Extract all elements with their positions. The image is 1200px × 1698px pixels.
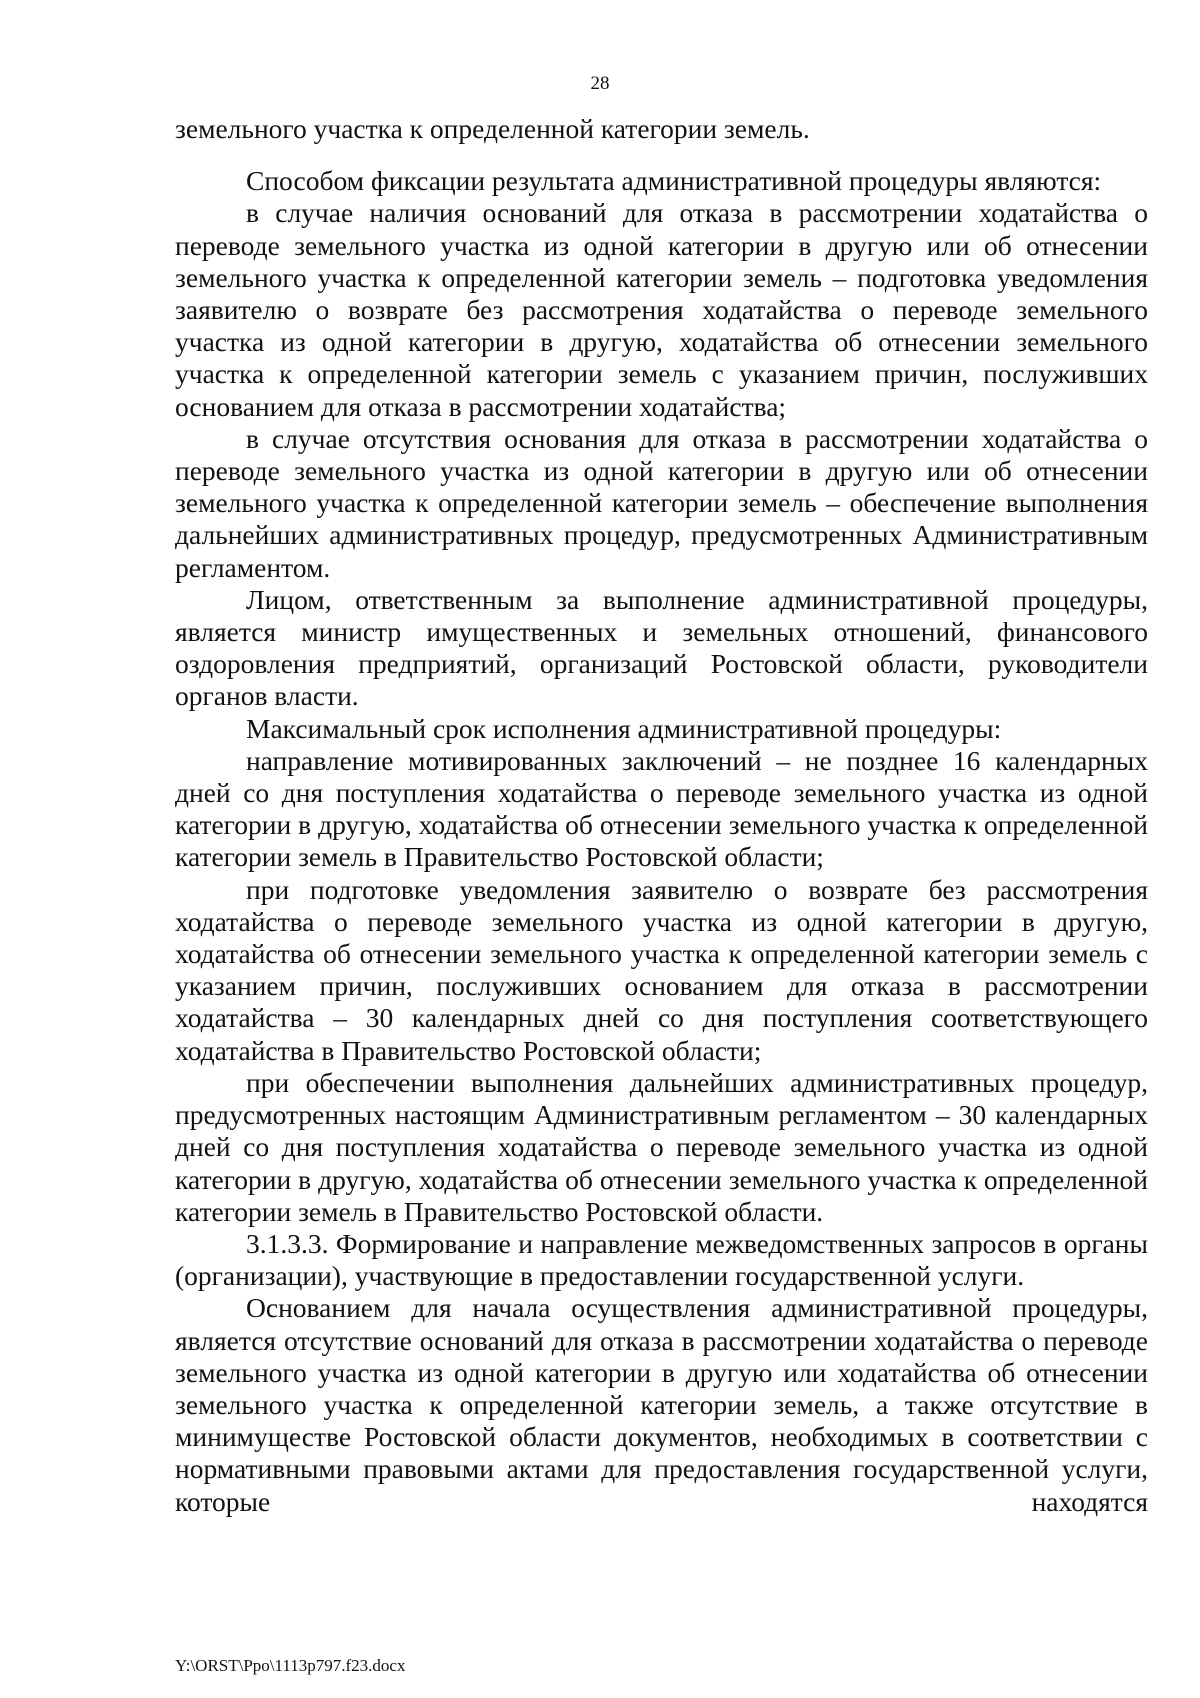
paragraph-max-term: Максимальный срок исполнения административной процедуры: bbox=[246, 712, 1002, 744]
paragraph-term-conclusions: направление мотивированных заключений – не позднее 16 календарных дней со дня поступления ходатайства о переводе земельного участка из одной категории в другую, ходатайства об отнесении земельного участка к определенной категории земель в Правительство Ростовской области; bbox=[175, 744, 1148, 873]
paragraph-no-refusal-grounds: в случае отсутствия основания для отказа в рассмотрении ходатайства о переводе земельного участка из одной категории в другую или об отнесении земельного участка к определенной категории земель – обеспечение выполнения дальнейших административных процедур, предусмотренных Административным регламентом. bbox=[175, 422, 1148, 583]
document-body bbox=[175, 113, 1148, 1518]
paragraph-responsible-person: Лицом, ответственным за выполнение административной процедуры, является министр имущественных и земельных отношений, финансового оздоровления предприятий, организаций Ростовской области, руководители органов власти. bbox=[175, 583, 1148, 712]
paragraph-refusal-grounds: в случае наличия оснований для отказа в рассмотрении ходатайства о переводе земельного участка из одной категории в другую или об отнесении земельного участка к определенной категории земель – подготовка уведомления заявителю о возврате без рассмотрения ходатайства о переводе земельного участка из одной категории в другую, ходатайства об отнесении земельного участка к определенной категории земель с указанием причин, послуживших основанием для отказа в рассмотрении ходатайства; bbox=[175, 197, 1148, 422]
paragraph-section-3-1-3-3: 3.1.3.3. Формирование и направление межведомственных запросов в органы (организации), участвующие в предоставлении государственной услуги. bbox=[175, 1227, 1148, 1292]
paragraph-procedure-basis: Основанием для начала осуществления административной процедуры, является отсутствие оснований для отказа в рассмотрении ходатайства о переводе земельного участка из одной категории в другую или ходатайства об отнесении земельного участка к определенной категории земель, а также отсутствие в минимуществе Ростовской области документов, необходимых в соответствии с нормативными правовыми актами для предоставления государственной услуги, которые находятся bbox=[175, 1292, 1148, 1517]
footer-file-path: Y:\ORST\Ppo\1113p797.f23.docx bbox=[175, 1656, 406, 1675]
paragraph-continuation: земельного участка к определенной категории земель. bbox=[175, 113, 810, 144]
paragraph-term-notification: при подготовке уведомления заявителю о возврате без рассмотрения ходатайства о переводе земельного участка из одной категории в другую, ходатайства об отнесении земельного участка к определенной категории земель с указанием причин, послуживших основанием для отказа в рассмотрении ходатайства – 30 календарных дней со дня поступления соответствующего ходатайства в Правительство Ростовской области; bbox=[175, 873, 1148, 1066]
paragraph-result-fixation: Способом фиксации результата административной процедуры являются: bbox=[246, 165, 1102, 197]
paragraph-term-further-procedures: при обеспечении выполнения дальнейших административных процедур, предусмотренных настоящим Административным регламентом – 30 календарных дней со дня поступления ходатайства о переводе земельного участка из одной категории в другую, ходатайства об отнесении земельного участка к определенной категории земель в Правительство Ростовской области. bbox=[175, 1066, 1148, 1227]
page-number: 28 bbox=[590, 73, 610, 94]
